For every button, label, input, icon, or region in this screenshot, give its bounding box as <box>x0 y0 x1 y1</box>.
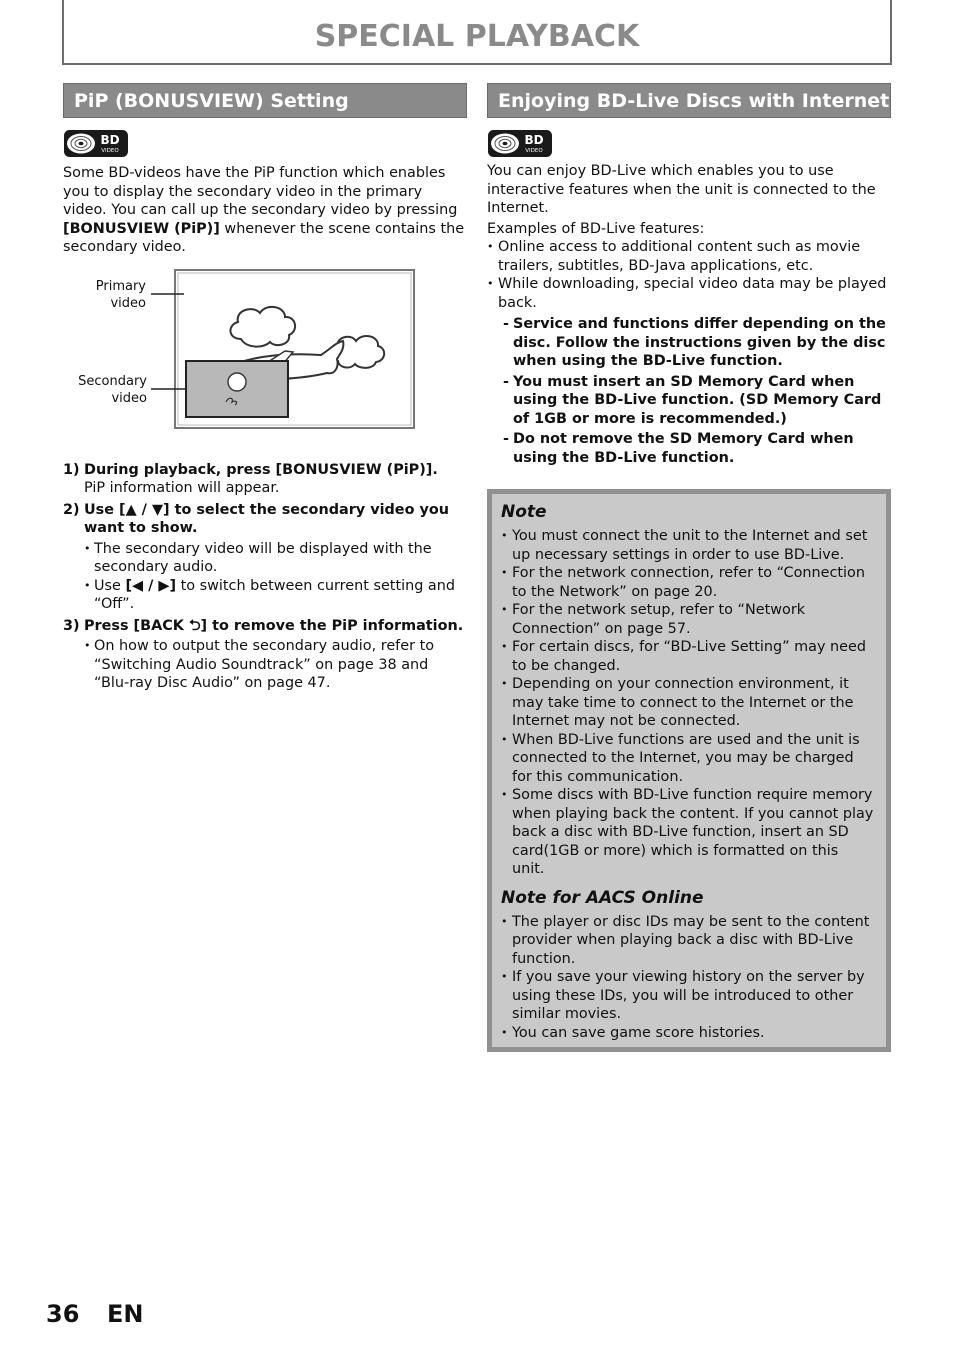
pip-intro: Some BD-videos have the PiP function which enables you to display the secondary video in the primary video. You can call up the secondary video by pressing [BONUSVIEW (PiP)] whenever the scene contains the secondary video. <box>63 165 465 255</box>
step-bullets <box>84 637 467 693</box>
bd-badge-sub: VIDEO <box>101 148 119 154</box>
warning-item: - Do not remove the SD Memory Card when using the BD-Live function. <box>503 430 891 467</box>
page-language: EN <box>107 1300 144 1328</box>
bd-live-warnings <box>487 315 891 467</box>
note-item: • You must connect the unit to the Internet and set up necessary settings in order to use BD-Live. <box>501 527 874 564</box>
note-item: • Depending on your connection environment, it may take time to connect to the Internet or the Internet may not be connected. <box>501 675 874 731</box>
step-bullet: • Use [◀ / ▶] to switch between current setting and “Off”. <box>84 577 467 614</box>
bd-live-section <box>487 83 891 1052</box>
warning-item: - Service and functions differ depending on the disc. Follow the instructions given by the disc when using the BD-Live function. <box>503 315 891 371</box>
aacs-note-item: • If you save your viewing history on the server by using these IDs, you will be introduced to other similar movies. <box>501 968 874 1024</box>
warning-item: - You must insert an SD Memory Card when using the BD-Live function. (SD Memory Card of 1GB or more is recommended.) <box>503 373 891 429</box>
bd-live-intro: You can enjoy BD-Live which enables you to use interactive features when the unit is connected to the Internet. <box>487 163 876 216</box>
step-item <box>63 617 467 693</box>
aacs-note-item: • The player or disc IDs may be sent to the content provider when playing back a disc with BD-Live function. <box>501 913 874 969</box>
page-number: 36 <box>46 1300 80 1328</box>
note-item: • For certain discs, for “BD-Live Setting” may need to be changed. <box>501 638 874 675</box>
aacs-note-heading: Note for AACS Online <box>501 887 704 908</box>
pip-section <box>63 83 467 696</box>
note-heading: Note <box>501 502 547 522</box>
bd-badge-main: BD <box>100 133 120 147</box>
aacs-note-list <box>501 913 874 1043</box>
primary-video-label: Primary video <box>95 278 146 311</box>
note-list <box>501 527 874 879</box>
note-item: • For the network connection, refer to “Connection to the Network” on page 20. <box>501 564 874 601</box>
step-instruction: Use [▲ / ▼] to select the secondary video you want to show. <box>84 501 449 536</box>
pip-diagram <box>63 269 467 445</box>
page-header <box>62 0 892 65</box>
bd-live-examples-title: Examples of BD-Live features: <box>487 220 705 237</box>
aacs-note-item: • You can save game score histories. <box>501 1024 874 1043</box>
step-number: 1) <box>63 461 80 478</box>
secondary-video-label: Secondary video <box>78 373 147 406</box>
step-bullets <box>84 540 467 614</box>
example-item: • While downloading, special video data may be played back. <box>487 275 891 312</box>
pip-illustration <box>63 269 467 445</box>
step-item <box>63 501 467 614</box>
step-number: 3) <box>63 617 80 634</box>
step-item <box>63 461 467 498</box>
page-title: SPECIAL PLAYBACK <box>314 19 640 54</box>
note-box <box>487 489 891 1052</box>
step-instruction: During playback, press [BONUSVIEW (PiP)]. <box>84 461 438 478</box>
note-item: • For the network setup, refer to “Network Connection” on page 57. <box>501 601 874 638</box>
bd-video-badge-icon <box>488 130 552 157</box>
bd-badge-main: BD <box>524 133 544 147</box>
pip-steps <box>63 461 467 693</box>
step-result: PiP information will appear. <box>84 480 280 496</box>
bd-live-examples <box>487 238 891 312</box>
step-bullet: • The secondary video will be displayed with the secondary audio. <box>84 540 467 577</box>
bd-badge-sub: VIDEO <box>525 148 543 154</box>
step-bullet: • On how to output the secondary audio, refer to “Switching Audio Soundtrack” on page 38 and “Blu-ray Disc Audio” on page 47. <box>84 637 467 693</box>
bd-live-section-heading: Enjoying BD-Live Discs with Internet <box>487 83 891 118</box>
note-item: • When BD-Live functions are used and the unit is connected to the Internet, you may be charged for this communication. <box>501 731 874 787</box>
step-number: 2) <box>63 501 80 518</box>
bd-video-badge-icon <box>64 130 128 157</box>
pip-section-heading: PiP (BONUSVIEW) Setting <box>63 83 467 118</box>
example-item: • Online access to additional content such as movie trailers, subtitles, BD-Java applications, etc. <box>487 238 891 275</box>
step-instruction: Press [BACK ⮌] to remove the PiP information. <box>84 617 464 634</box>
note-item: • Some discs with BD-Live function require memory when playing back the content. If you cannot play back a disc with BD-Live function, insert an SD card(1GB or more) which is formatted on this unit. <box>501 786 874 879</box>
